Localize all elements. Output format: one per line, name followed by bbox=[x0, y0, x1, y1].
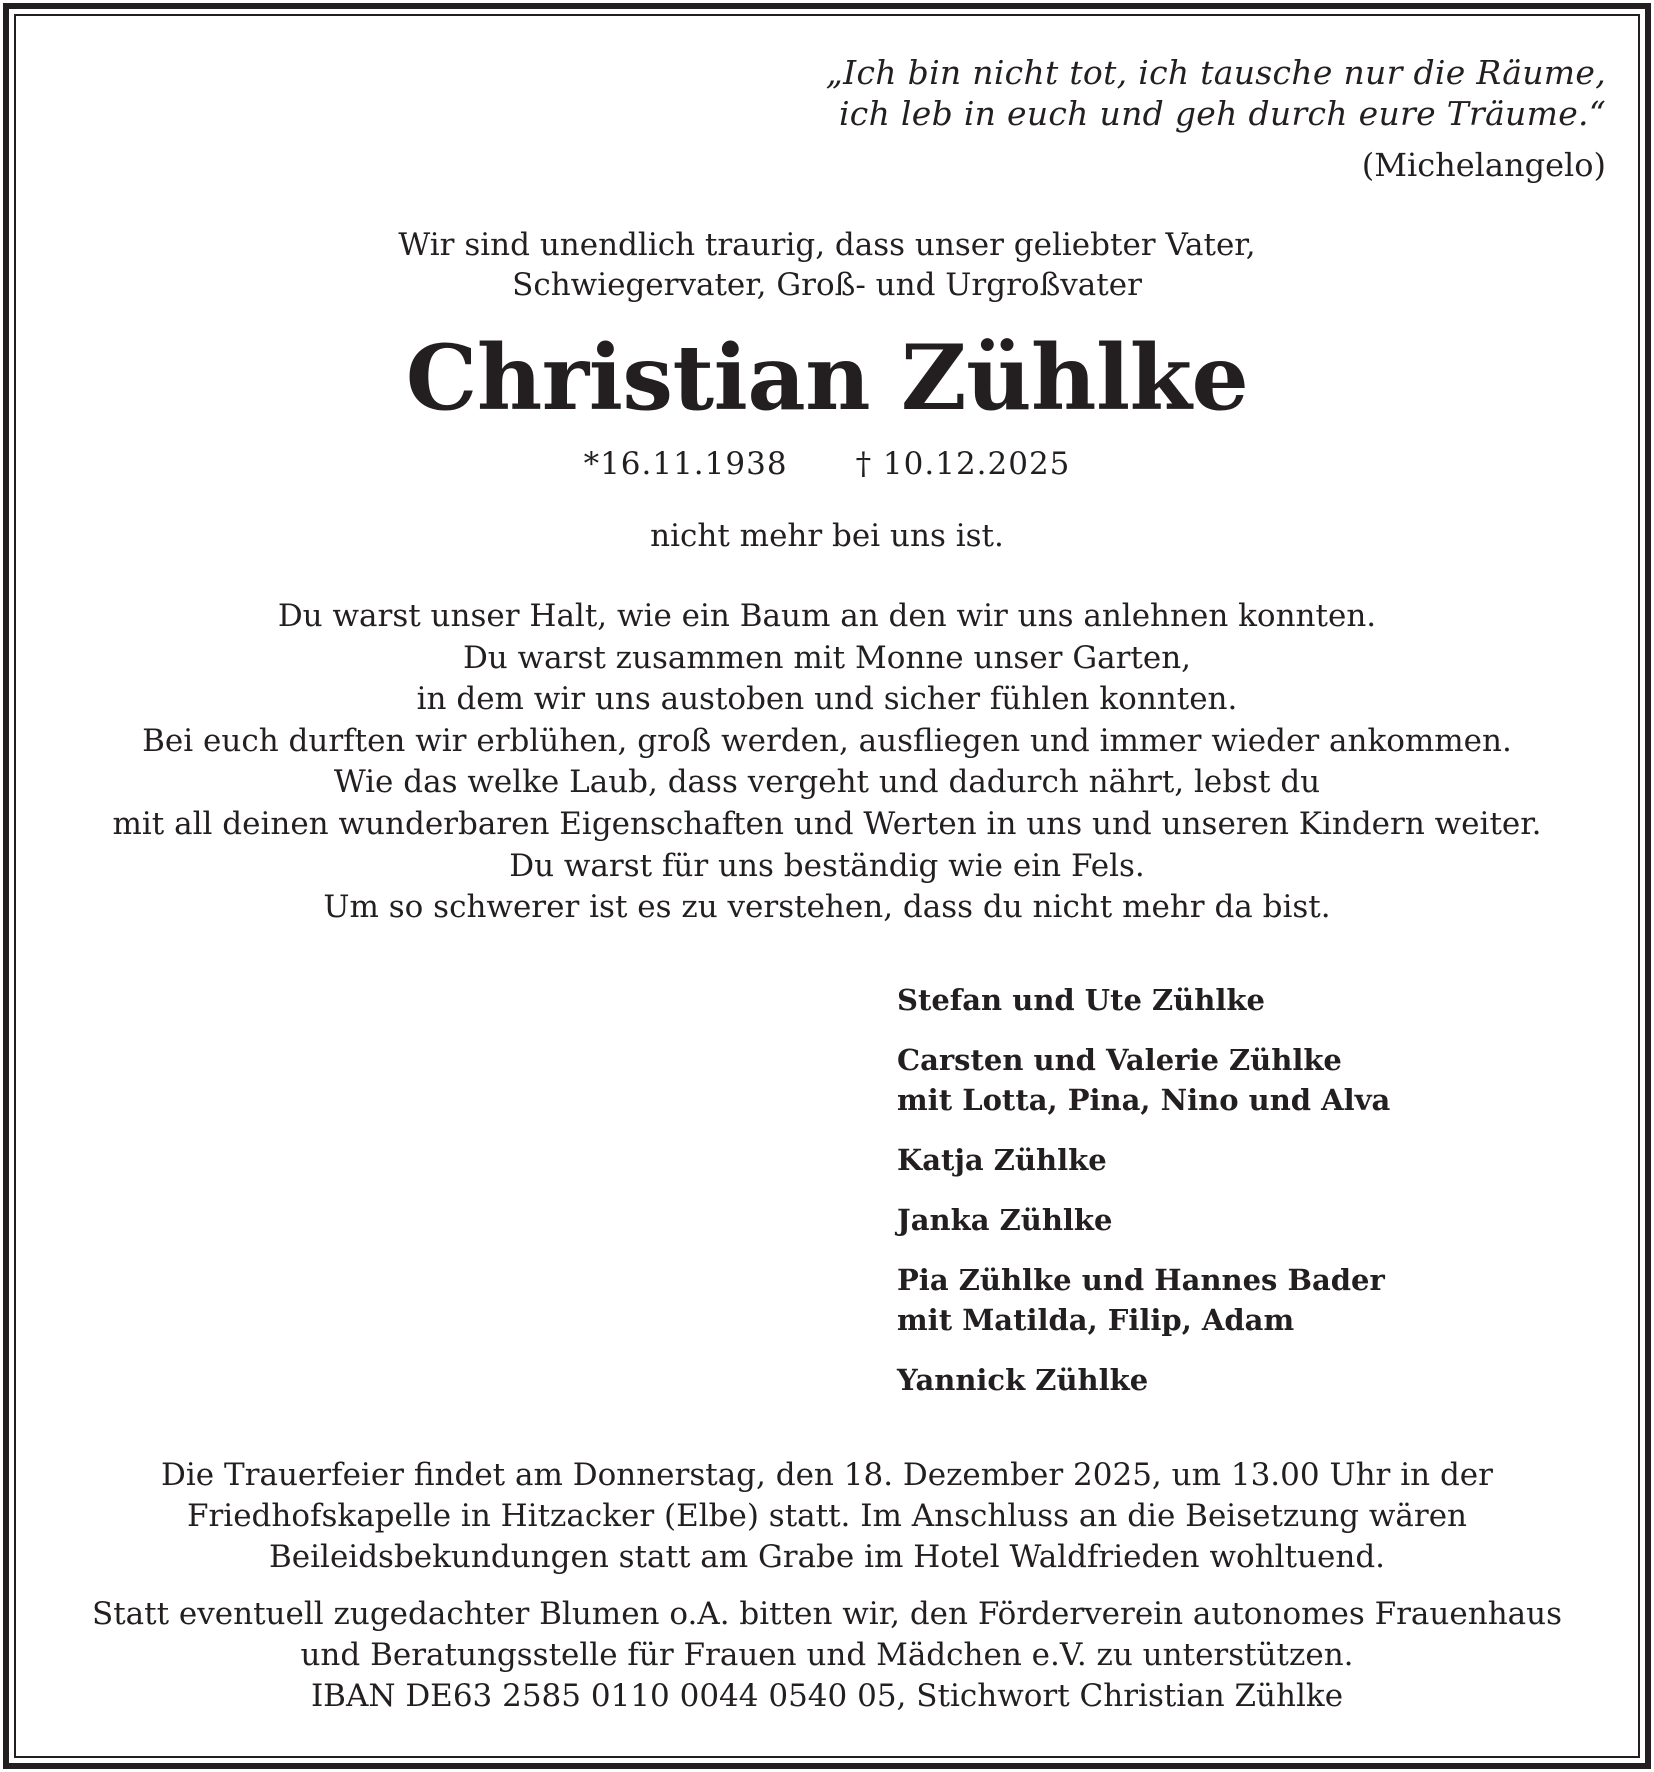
bank-details: IBAN DE63 2585 0110 0044 0540 05, Stichwort Christian Zühlke bbox=[310, 1678, 1344, 1714]
mourner-group bbox=[897, 980, 1390, 1020]
life-dates bbox=[0, 444, 1654, 484]
donation-request bbox=[0, 1594, 1654, 1717]
birth-date: *16.11.1938 bbox=[583, 446, 788, 482]
donation-line: und Beratungsstelle für Frauen und Mädchen e.V. zu unterstützen. bbox=[300, 1637, 1354, 1673]
epigraph-quote bbox=[826, 52, 1606, 134]
intro-line: Schwiegervater, Groß- und Urgroßvater bbox=[512, 267, 1142, 303]
poem-line: in dem wir uns austoben und sicher fühlen konnten. bbox=[416, 681, 1238, 718]
mourner-name: Janka Zühlke bbox=[897, 1203, 1113, 1237]
poem-line: Wie das welke Laub, dass vergeht und dadurch nährt, lebst du bbox=[333, 764, 1321, 801]
memorial-poem bbox=[0, 596, 1654, 929]
mourner-children: mit Lotta, Pina, Nino und Alva bbox=[897, 1083, 1391, 1117]
quote-line: ich leb in euch und geh durch eure Träume.“ bbox=[838, 94, 1606, 133]
mourner-name: Carsten und Valerie Zühlke bbox=[897, 1043, 1342, 1077]
poem-line: Bei euch durften wir erblühen, groß werden, ausfliegen und immer wieder ankommen. bbox=[142, 722, 1512, 759]
funeral-service-info bbox=[0, 1455, 1654, 1578]
mourner-name: Pia Zühlke und Hannes Bader bbox=[897, 1263, 1385, 1297]
quote-author: (Michelangelo) bbox=[1361, 146, 1606, 184]
closing-phrase: nicht mehr bei uns ist. bbox=[650, 518, 1004, 554]
quote-line: „Ich bin nicht tot, ich tausche nur die Räume, bbox=[825, 53, 1606, 92]
intro-text bbox=[0, 225, 1654, 305]
mourner-group bbox=[897, 1260, 1390, 1340]
intro-line: Wir sind unendlich traurig, dass unser geliebter Vater, bbox=[398, 227, 1256, 263]
mourner-children: mit Matilda, Filip, Adam bbox=[897, 1303, 1295, 1337]
service-line: Friedhofskapelle in Hitzacker (Elbe) statt. Im Anschluss an die Beisetzung wären bbox=[186, 1498, 1468, 1534]
mourner-name: Katja Zühlke bbox=[897, 1143, 1107, 1177]
donation-line: Statt eventuell zugedachter Blumen o.A. bitten wir, den Förderverein autonomes Frauenhaus bbox=[91, 1596, 1563, 1632]
deceased-name: Christian Zühlke bbox=[405, 325, 1249, 431]
mourner-group bbox=[897, 1360, 1390, 1400]
poem-line: Du warst für uns beständig wie ein Fels. bbox=[509, 847, 1145, 884]
mourner-group bbox=[897, 1140, 1390, 1180]
service-line: Beileidsbekundungen statt am Grabe im Hotel Waldfrieden wohltuend. bbox=[268, 1539, 1386, 1575]
mourner-group bbox=[897, 1040, 1390, 1120]
poem-line: mit all deinen wunderbaren Eigenschaften und Werten in uns und unseren Kindern weiter. bbox=[112, 805, 1542, 842]
mourner-name: Yannick Zühlke bbox=[897, 1363, 1149, 1397]
mourner-name: Stefan und Ute Zühlke bbox=[897, 983, 1265, 1017]
death-date: † 10.12.2025 bbox=[855, 446, 1071, 482]
mourners-list bbox=[897, 980, 1390, 1420]
poem-line: Du warst unser Halt, wie ein Baum an den wir uns anlehnen konnten. bbox=[277, 598, 1377, 634]
poem-line: Du warst zusammen mit Monne unser Garten, bbox=[462, 639, 1192, 676]
service-line: Die Trauerfeier findet am Donnerstag, den 18. Dezember 2025, um 13.00 Uhr in der bbox=[161, 1457, 1493, 1493]
mourner-group bbox=[897, 1200, 1390, 1240]
poem-line: Um so schwerer ist es zu verstehen, dass du nicht mehr da bist. bbox=[323, 889, 1331, 926]
